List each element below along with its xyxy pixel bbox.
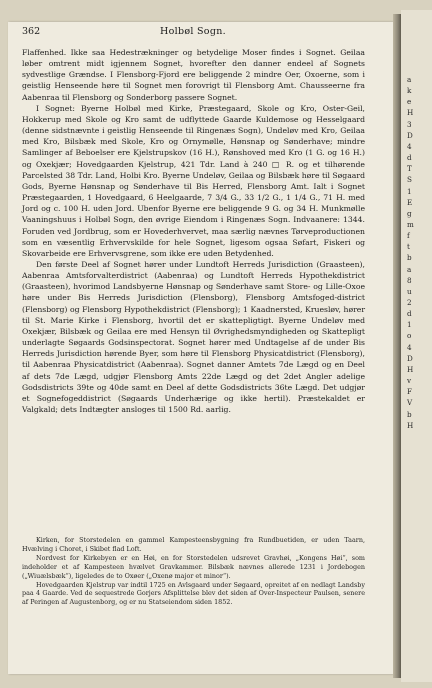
adjacent-page-fragment: 1 [407, 186, 412, 196]
adjacent-page-fragment: D [407, 353, 413, 363]
adjacent-page-fragment: d [407, 153, 412, 163]
adjacent-page-fragment: m [407, 219, 414, 229]
adjacent-page-fragment: a [407, 264, 412, 274]
adjacent-page-edge [401, 10, 432, 682]
adjacent-page-fragment: H [407, 364, 414, 374]
adjacent-page-fragment: u [407, 286, 412, 296]
adjacent-page-fragment: v [407, 376, 412, 386]
adjacent-page-fragment: k [407, 86, 412, 96]
main-text [22, 47, 365, 415]
adjacent-page-fragment: 3 [407, 119, 412, 129]
adjacent-page-fragment: f [407, 231, 410, 241]
adjacent-page-fragment: t [407, 242, 410, 252]
adjacent-page-fragment: b [407, 253, 412, 263]
adjacent-page-fragment: 4 [407, 342, 412, 352]
paragraph: Den første Deel af Sognet hører under Lundtoft Herreds Jurisdiction (Graasteen), Aabenraa Amtsforvalterdistrict (Aabenraa) og Lundtoft Herreds Hypothekdistrict (Graasteen), hvorimod Landsbyerne Hønsnap og Sønderhave samt Store- og Lille-Oxoe høre under Bis Herreds Jurisdiction (Flensborg), Flensborg Amtsfoged-district (Flensborg) og Flensborg Hypothekdistrict (Flensborg); 1 Kaadnersted, Kruesløv, hører til St. Marie Kirke i Flensborg, hvortil det er skattepligtigt. Byerne Undeløv med Oxekjær, Bilsbæk og Geilaa ere med Hensyn til Øvrighedsmyndigheden og Skattepligt underlagte Søgaards Godsinspectorat. Sognet hører med Undtagelse af de under Bis Herreds Jurisdiction hørende Byer, som høre til Flensborg Physicatdistrict (Flensborg), til Aabenraa Physicatdistrict (Aabenraa). Sognet danner Amtets 7de Lægd og en Deel af dets 7de Lægd, udgjør Flensborg Amts 22de Lægd og det 2det Angler adelige Godsdistricts 39te og 40de samt en Deel af dette Godsdistricts 36te Lægd. Det udgjør et Sognefogeddistrict (Søgaards Underhærige og ikke hertil). Præstekaldet er Valgkald; dets Indtægter ansloges til 1500 Rd. aarlig. [22, 259, 365, 414]
running-title: Holbøl Sogn. [160, 26, 226, 37]
adjacent-page-fragment: 2 [407, 298, 412, 307]
adjacent-page-fragment: V [407, 398, 413, 408]
note-paragraph: Nordvest for Kirkebyen er en Høi, en for Storstedelen udsrevet Gravhøi, „Kongens Høi“, som indeholder et af Kampesteen hvælvet Gravkammer. Bilsbæk nævnes allerede 1231 i Jordebogen („Wiuælsbæk“), ligeledes de to Oxøer („Oxenø major et minor“). [22, 553, 365, 580]
adjacent-page-fragment: e [407, 97, 412, 107]
adjacent-page-fragment: 8 [407, 275, 412, 285]
page-number: 362 [22, 26, 41, 37]
note-paragraph: Kirken, for Storstedelen en gammel Kampesteensbygning fra Rundbuetiden, er uden Taarn, Hvælving i Choret, i Skibet flad Loft. [22, 536, 365, 553]
note-paragraph: Hovedgaarden Kjelstrup var indtil 1725 en Avlsgaard under Søgaard, opreitet af en nedlagt Landsby paa 4 Gaarde. Ved de sequestrede Gorjers Afsplittelse blev det siden af Over-Inspecteur Paulsen, senere af Peringen af Augustenborg, og er nu Statseiendom siden 1852. [22, 580, 365, 607]
adjacent-page-fragment: o [407, 331, 412, 341]
paragraph: I Sognet: Byerne Holbøl med Kirke, Præstegaard, Skole og Kro, Oster-Geil, Hokkerup med Skole og Kro samt de udflyttede Gaarde Kuldemose og Hesselgaard (denne sidstnævnte i geistlig Henseende til Ringenæs Sogn), Undeløv med Kro, Geilaa med Kro, Bilsbæk med Skole, Kro og Ornymølle, Hønsnap og Sønderhave; mindre Samlinger af Beboelser ere Kjelstrupskov (16 H.), Rønshoved med Kro (1 G. og 16 H.) og Oxekjær; Hovedgaarden Kjelstrup, 421 Tdr. Land à 240 □ R. og et tilhørende Parcelsted 38 Tdr. Land, Holbi Kro. Byerne Undeløv, Geilaa og Bilsbæk høre til Søgaard Gods, Byerne Hønsnap og Sønderhave til Bis Herred, Flensborg Amt. Ialt i Sognet Præstegaarden, 1 Hovedgaard, 6 Heelgaarde, 7 3/4 G., 33 1/2 G., 1 1/4 G., 71 H. med Jord og c. 100 H. uden Jord. Ubenfor Byerne ere beliggende 9 G. og 34 H. Munkmølle Vaaningshuus i Holbøl Sogn, den øvrige Eiendom i Ringenæs Sogn. Indvaanere: 1344. Foruden ved Jordbrug, som er Hovederhvervet, maa særlig nævnes Tørveproductionen som en væsentlig Erhvervskilde for hele Sognet, ligesom ogsaa Søfart, Fiskeri og Skovarbeide ere Erhvervsgrene, som ikke ere uden Betydenhed. [22, 103, 365, 258]
paragraph: Flaffenhed. Ikke saa Hedestrækninger og betydelige Moser findes i Sognet. Geilaa løber omtrent midt igjennem Sognet, hvorefter den danner endeel af Sognets sydvestlige Grændse. I Flensborg-Fjord ere beliggende 2 mindre Oer, Oxoerne, som i geistlig Henseende høre til Sognet men forovrigt til Flensborg Amt. Chausseerne fra Aabenraa til Flensborg og Sonderborg passere Sognet. [22, 48, 365, 102]
adjacent-page-fragment: b [407, 409, 412, 419]
footnotes [22, 536, 365, 607]
adjacent-page-fragment: g [407, 208, 412, 218]
adjacent-page-fragment: H [407, 108, 414, 118]
adjacent-page-fragment: d [407, 309, 412, 319]
adjacent-page-fragment: T [407, 164, 412, 174]
adjacent-page-fragment: F [407, 387, 412, 397]
adjacent-page-fragment: 1 [407, 320, 412, 330]
adjacent-page-fragment: 4 [407, 141, 412, 151]
adjacent-page-fragment: S [407, 175, 412, 185]
adjacent-page-fragment: H [407, 420, 414, 430]
page-header [22, 26, 362, 40]
adjacent-page-fragment: a [407, 75, 412, 84]
adjacent-page-fragment: E [407, 197, 413, 207]
adjacent-page-fragment: D [407, 130, 413, 140]
book-gutter [393, 14, 401, 678]
